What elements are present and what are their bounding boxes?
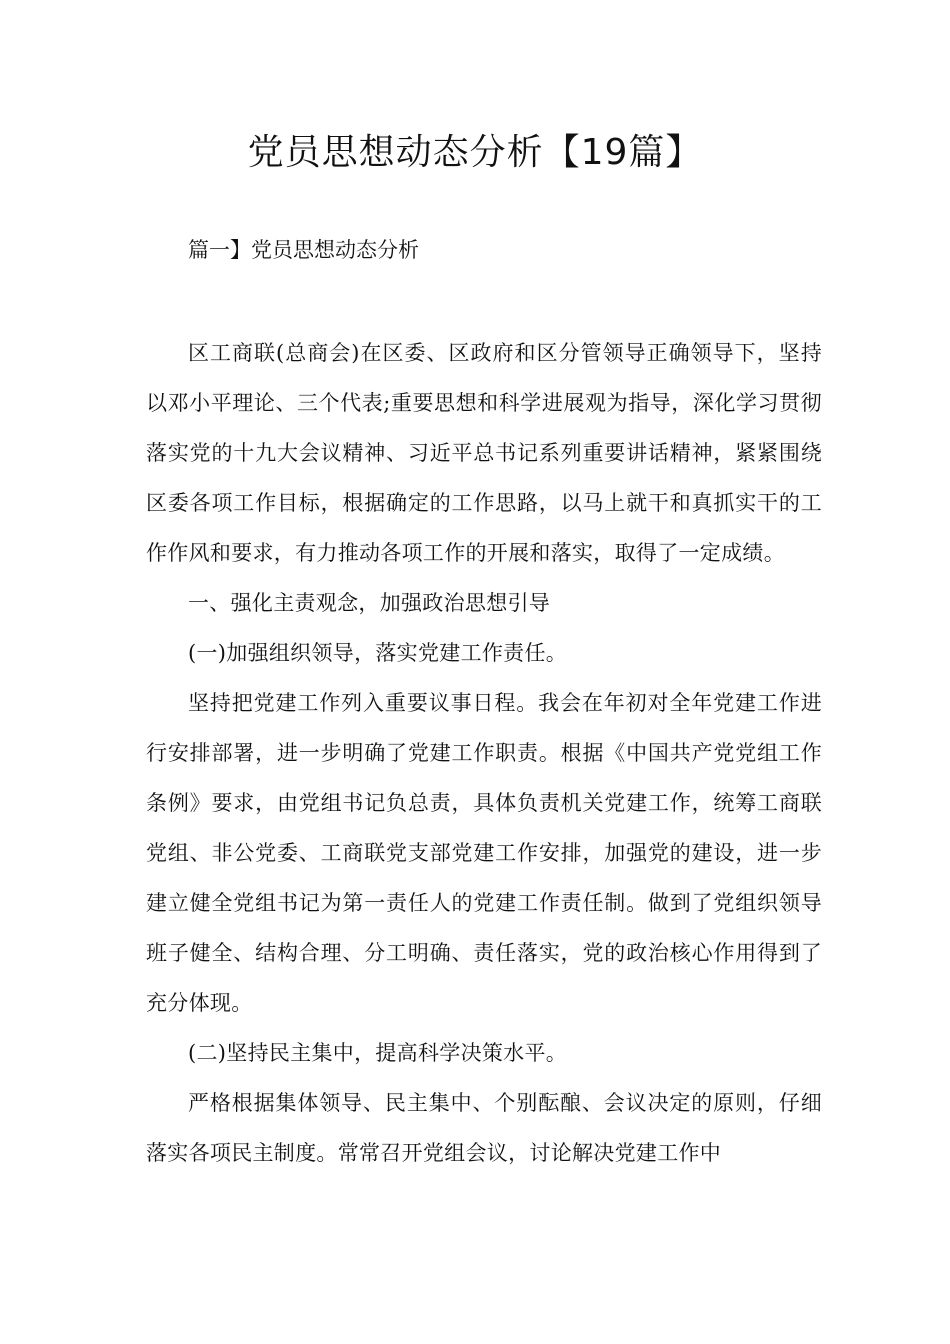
subheading-two: (二)坚持民主集中，提高科学决策水平。 (188, 1041, 568, 1065)
heading-part-one: 一、强化主责观念，加强政治思想引导 (188, 591, 551, 615)
section-heading: 篇一】党员思想动态分析 (188, 238, 419, 262)
subheading-one: (一)加强组织领导，落实党建工作责任。 (188, 641, 568, 665)
paragraph-democratic-centralism: 严格根据集体领导、民主集中、个别酝酿、会议决定的原则，仔细落实各项民主制度。常常召开党组会议，讨论解决党建工作中 (146, 1091, 822, 1165)
paragraph-party-building: 坚持把党建工作列入重要议事日程。我会在年初对全年党建工作进行安排部署，进一步明确了党建工作职责。根据《中国共产党党组工作条例》要求，由党组书记负总责，具体负责机关党建工作，统筹工商联党组、非公党委、工商联党支部党建工作安排，加强党的建设，进一步建立健全党组书记为第一责任人的党建工作责任制。做到了党组织领导班子健全、结构合理、分工明确、责任落实，党的政治核心作用得到了充分体现。 (146, 691, 822, 1015)
paragraph-intro: 区工商联(总商会)在区委、区政府和区分管领导正确领导下，坚持以邓小平理论、三个代表;重要思想和科学进展观为指导，深化学习贯彻落实党的十九大会议精神、习近平总书记系列重要讲话精神，紧紧围绕区委各项工作目标，根据确定的工作思路，以马上就干和真抓实干的工作作风和要求，有力推动各项工作的开展和落实，取得了一定成绩。 (146, 341, 822, 565)
body-text (146, 328, 822, 1178)
document-title: 党员思想动态分析【19篇】 (247, 132, 703, 173)
